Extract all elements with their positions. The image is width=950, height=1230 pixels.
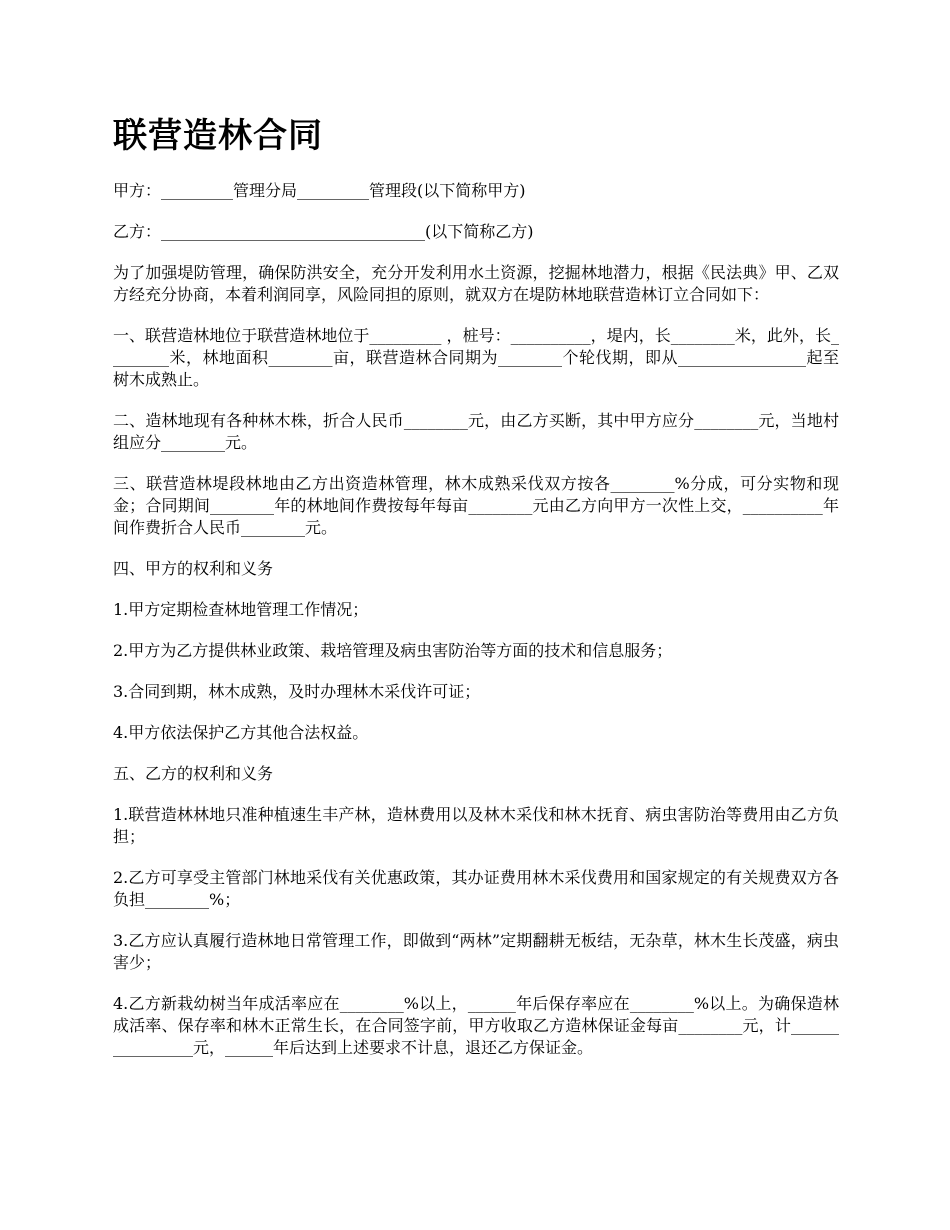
section-4-item-2: 2.甲方为乙方提供林业政策、栽培管理及病虫害防治等方面的技术和信息服务；	[113, 641, 673, 660]
section-5-item-4: 4.乙方新栽幼树当年成活率应在________%以上，______年后保存率应在________%以上。为确保造林成活率、保存率和林木正常生长，在合同签字前，甲方收取乙方造林保证金每亩________元，计________________元，______年后达到上述要求不计息，退还乙方保证金。	[113, 994, 839, 1057]
section-4-item-3: 3.合同到期，林木成熟，及时办理林木采伐许可证；	[113, 682, 481, 701]
document-title: 联营造林合同	[113, 116, 323, 156]
section-4-item-1: 1.甲方定期检查林地管理工作情况；	[113, 600, 369, 619]
party-b-line: 乙方：_________________________________(以下简称乙方)	[113, 222, 534, 241]
preamble-paragraph: 为了加强堤防管理，确保防洪安全，充分开发利用水土资源，挖掘林地潜力，根据《民法典》甲、乙双方经充分协商，本着利润同享，风险同担的原则，就双方在堤防林地联营造林订立合同如下：	[113, 263, 839, 304]
document-page	[113, 112, 839, 1078]
section-5-item-3: 3.乙方应认真履行造林地日常管理工作，即做到“两林”定期翻耕无板结，无杂草，林木生长茂盛，病虫害少；	[113, 931, 839, 972]
section-4-heading: 四、甲方的权利和义务	[113, 559, 274, 578]
section-5-item-2: 2.乙方可享受主管部门林地采伐有关优惠政策，其办证费用林木采伐费用和国家规定的有关规费双方各负担________%；	[113, 868, 839, 909]
section-4-item-4: 4.甲方依法保护乙方其他合法权益。	[113, 723, 369, 742]
clause-3-paragraph: 三、联营造林堤段林地由乙方出资造林管理，林木成熟采伐双方按各________%分成，可分实物和现金；合同期间________年的林地间作费按每年每亩________元由乙方向甲方一次性上交，__________年间作费折合人民币________元。	[113, 474, 839, 537]
clause-2-paragraph: 二、造林地现有各种林木株，折合人民币________元，由乙方买断，其中甲方应分________元，当地村组应分________元。	[113, 411, 839, 452]
party-a-line: 甲方：_________管理分局_________管理段(以下简称甲方)	[113, 181, 526, 200]
section-5-heading: 五、乙方的权利和义务	[113, 764, 274, 783]
section-5-item-1: 1.联营造林林地只准种植速生丰产林，造林费用以及林木采伐和林木抚育、病虫害防治等费用由乙方负担；	[113, 805, 839, 846]
clause-1-paragraph: 一、联营造林地位于联营造林地位于_________ ，桩号：__________，堤内，长________米，此外，长________米，林地面积________亩，联营造林合同期为________个轮伐期，即从________________起至树木成熟止。	[113, 326, 839, 389]
